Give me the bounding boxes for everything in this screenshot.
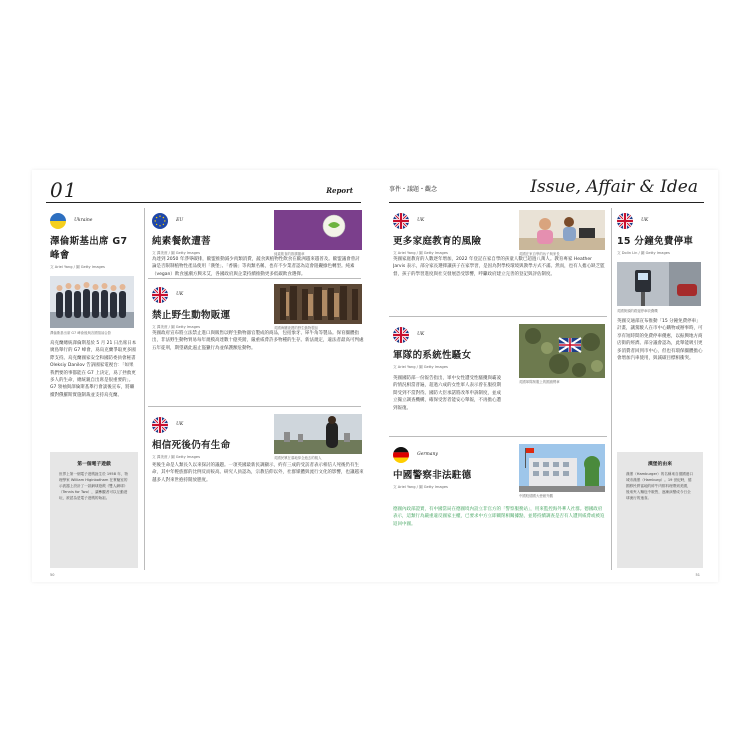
article-uk-wildlife-body — [152, 330, 364, 402]
graveyard-photo — [274, 414, 362, 454]
country-label: EU — [176, 218, 184, 223]
article-byline: 文 譚美萱 / 圖 Getty Images — [152, 325, 200, 329]
article-byline: 文 Ariel Yang / 圖 Getty Images — [393, 485, 448, 489]
sidebar-box — [50, 452, 138, 568]
section-title-english: Issue, Affair & Idea — [530, 177, 698, 197]
sidebar-box-title: 漢堡的由來 — [648, 462, 672, 467]
article-headline[interactable]: 軍隊的系統性騷女 — [393, 350, 472, 361]
sidebar-box-title: 第一個電子遊戲 — [77, 462, 111, 467]
photo-caption: 英國街頭的路邊停車收費機 — [617, 309, 658, 313]
country-label: UK — [176, 422, 184, 427]
photo-caption: 英國海關查獲的野生動物製品 — [274, 326, 319, 330]
row-divider — [389, 436, 607, 437]
country-label: UK — [176, 292, 184, 297]
photo-caption: 英國民眾在墓地悼念逝去的親人 — [274, 456, 322, 460]
article-uk-home-education-body — [393, 256, 605, 312]
article-headline[interactable]: 澤倫斯基出席 G7 峰會 — [50, 236, 128, 261]
article-eu-body — [152, 256, 364, 276]
page-number: 50 — [50, 573, 55, 577]
row-divider — [148, 278, 361, 279]
article-body: 英國交通部宣布推動「15 分鐘免費停車」計畫，讓駕駛人在市中心購物或辦事時，可享有短時間的免費停車優惠，以振興地方商店街的經濟。部分議會認為，此舉能吸引更多消費者回到市中心，但也有環保團體擔心會增加汽車使用，與減碳目標相衝突。 — [617, 319, 703, 362]
country-label: UK — [641, 218, 649, 223]
article-byline: 文 Ariel Yang / 圖 Getty Images — [393, 365, 448, 369]
g7-photo — [50, 276, 134, 328]
section-title-chinese: 事件・議題・觀念 — [389, 186, 438, 193]
row-divider — [389, 316, 607, 317]
vegan-badge-photo — [274, 210, 362, 250]
uk-flag-icon — [617, 213, 633, 229]
country-label: Germany — [417, 452, 438, 457]
report-label: Report — [326, 186, 353, 195]
article-headline[interactable]: 中國警察非法駐德 — [393, 470, 472, 481]
wildlife-seizure-photo — [274, 284, 362, 324]
ukraine-flag-icon — [50, 213, 66, 229]
article-headline[interactable]: 更多家庭教育的風險 — [393, 236, 482, 247]
article-body: 英國政府宣布將立法禁止進口與販售以野生動物器官製成的商品，包括象牙、犀牛角等製品。保育團體指出，非法野生動物貿易每年規模高達數十億英鎊，嚴重威脅許多物種的生存。新法規定，違法者最高可判處五年徒刑，期望藉此遏止盜獵行為並保護瀕危動物。 — [152, 331, 364, 351]
column-divider — [144, 208, 145, 570]
germany-flag-icon — [393, 447, 409, 463]
article-germany — [393, 444, 505, 490]
magazine-spread — [32, 170, 718, 582]
article-uk-military — [393, 324, 505, 435]
article-body: 為達到 2050 年淨零碳排，歐盟推動減少肉類消費，蔬食與植物性飲食在歐洲越來越普及。歐盟議會曾討論是否限制植物性產品使用「漢堡」、「香腸」等肉類名稱，也有不少業者認為這會阻礙綠色轉型。純素（vegan）飲食風潮方興未艾，各國政府與企業持續推動更多低碳飲食選擇。 — [152, 257, 360, 276]
article-headline[interactable]: 純素餐飲遭菩 — [152, 236, 211, 247]
article-headline[interactable]: 相信死後仍有生命 — [152, 440, 231, 451]
parking-meter-photo — [617, 262, 701, 306]
article-uk-afterlife — [152, 414, 262, 460]
issue-number: 01 — [50, 178, 78, 202]
article-uk-parking — [617, 210, 705, 438]
article-germany-body — [393, 506, 605, 566]
article-byline: 文 譚美萱 / 圖 Getty Images — [152, 455, 200, 459]
article-byline: 文 Ariel Yang / 圖 Getty Images — [393, 251, 448, 255]
uk-flag-icon — [152, 417, 168, 433]
header-rule — [389, 202, 704, 203]
photo-caption: 英國在家自學的孩子與家長 — [519, 252, 560, 256]
right-page — [375, 170, 718, 582]
sidebar-box-body: 漢堡（Hamburger）的名稱來自德國港口城市漢堡（Hamburg）。19 世紀時，德國移民將當地的碎牛肉排料理帶到美國，後來夾入麵包中販售，逐漸演變成今日全球流行的速食。 — [626, 472, 694, 500]
sidebar-box — [617, 452, 703, 568]
left-page — [32, 170, 375, 582]
article-eu — [152, 210, 262, 256]
article-uk-afterlife-body — [152, 462, 364, 566]
military-uniform-photo — [519, 324, 605, 378]
header-rule — [46, 202, 361, 203]
chinese-embassy-photo — [519, 444, 605, 492]
home-schooling-photo — [519, 210, 605, 250]
photo-caption: 英國軍隊制服上的國旗臂章 — [519, 380, 560, 384]
photo-caption: 澤倫斯基出席 G7 峰會後與各國領袖合影 — [50, 331, 112, 335]
photo-caption: 純素飲食的推廣徽章 — [274, 252, 305, 256]
column-divider — [611, 208, 612, 570]
row-divider — [148, 406, 361, 407]
article-byline: 文 譚美萱 / 圖 Getty Images — [152, 251, 200, 255]
sidebar-box-body: 世界上第一個電子遊戲誕生於 1958 年，物理學家 William Higinbotham 在實驗室的示波器上設計了一款網球遊戲《雙人網球》（Tennis for Two），讓參觀者可以互動遊玩，被認為是電子遊戲的始祖。 — [59, 472, 128, 500]
eu-flag-icon — [152, 213, 168, 229]
article-body: 德國內政部證實，有中國當局在德國境內設立非官方的「警察服務站」，用來監控海外華人社群。德國政府表示，這類行為嚴重違反國家主權，已要求中方立即關閉相關據點，並將持續調查是否有人遭到威脅或被迫返回中國。 — [393, 507, 605, 527]
article-uk-home-education — [393, 210, 505, 256]
article-headline[interactable]: 禁止野生動物販運 — [152, 310, 231, 321]
article-byline: 文 Ariel Yang / 圖 Getty Images — [50, 265, 105, 269]
article-uk-wildlife — [152, 284, 262, 330]
photo-caption: 中國駐德國大使館外觀 — [519, 494, 553, 498]
uk-flag-icon — [152, 287, 168, 303]
article-byline: 文 Dolin Lin / 圖 Getty Images — [617, 251, 670, 255]
article-body: 死後生命是人類長久以來探討的議題。一項英國最新民調顯示，約有三成的受訪者表示相信人死後仍有生命，其中年輕族群的比例反而較高。研究人員認為，宗教信仰以外，社群媒體與流行文化的影響，也讓越來越多人對來世抱持開放態度。 — [152, 463, 364, 483]
country-label: Ukraine — [74, 218, 93, 223]
country-label: UK — [417, 332, 425, 337]
page-number: 51 — [695, 573, 700, 577]
article-body: 烏克蘭總統澤倫斯基於 5 月 21 日出席日本廣島舉行的 G7 峰會，爲烏克蘭爭取更多國際支持。烏克蘭國家安全和國防委員會秘書 Oleksiy Danilov 告訴國家電視台：「如果我們要的事都能在 G7 上決定，爲了拯救更多人的生命，總統親自出席是很重要的」。G7 領袖與澤倫斯基舉行會談後宣布，將繼續對俄羅斯實施制裁並支持烏克蘭。 — [50, 341, 137, 398]
uk-flag-icon — [393, 327, 409, 343]
article-body: 英國國防部一份報告指出，軍中女性遭受性騷擾與霸凌的情況相當普遍，超過六成的女性軍人表示曾在服役期間受到不當對待。國防大臣承諾將改革申訴制度，並成立獨立調查機構，確保受害者能安心舉報，不再擔心遭到報復。 — [393, 376, 501, 411]
article-headline[interactable]: 15 分鐘免費停車 — [617, 236, 694, 247]
article-body: 英國家庭教育的人數逐年增加，2022 年登記在家自學的孩童人數已超過八萬人。教育專家 Heather Jarvis 表示，部分家長選擇讓孩子在家學習，是因為對學校環境與教學方式不滿。然而，也有人擔心缺乏監督，孩子的學習進度與社交發展恐受影響，呼籲政府建立完善的登記與評估制度。 — [393, 257, 605, 277]
article-ukraine — [50, 210, 138, 399]
uk-flag-icon — [393, 213, 409, 229]
country-label: UK — [417, 218, 425, 223]
